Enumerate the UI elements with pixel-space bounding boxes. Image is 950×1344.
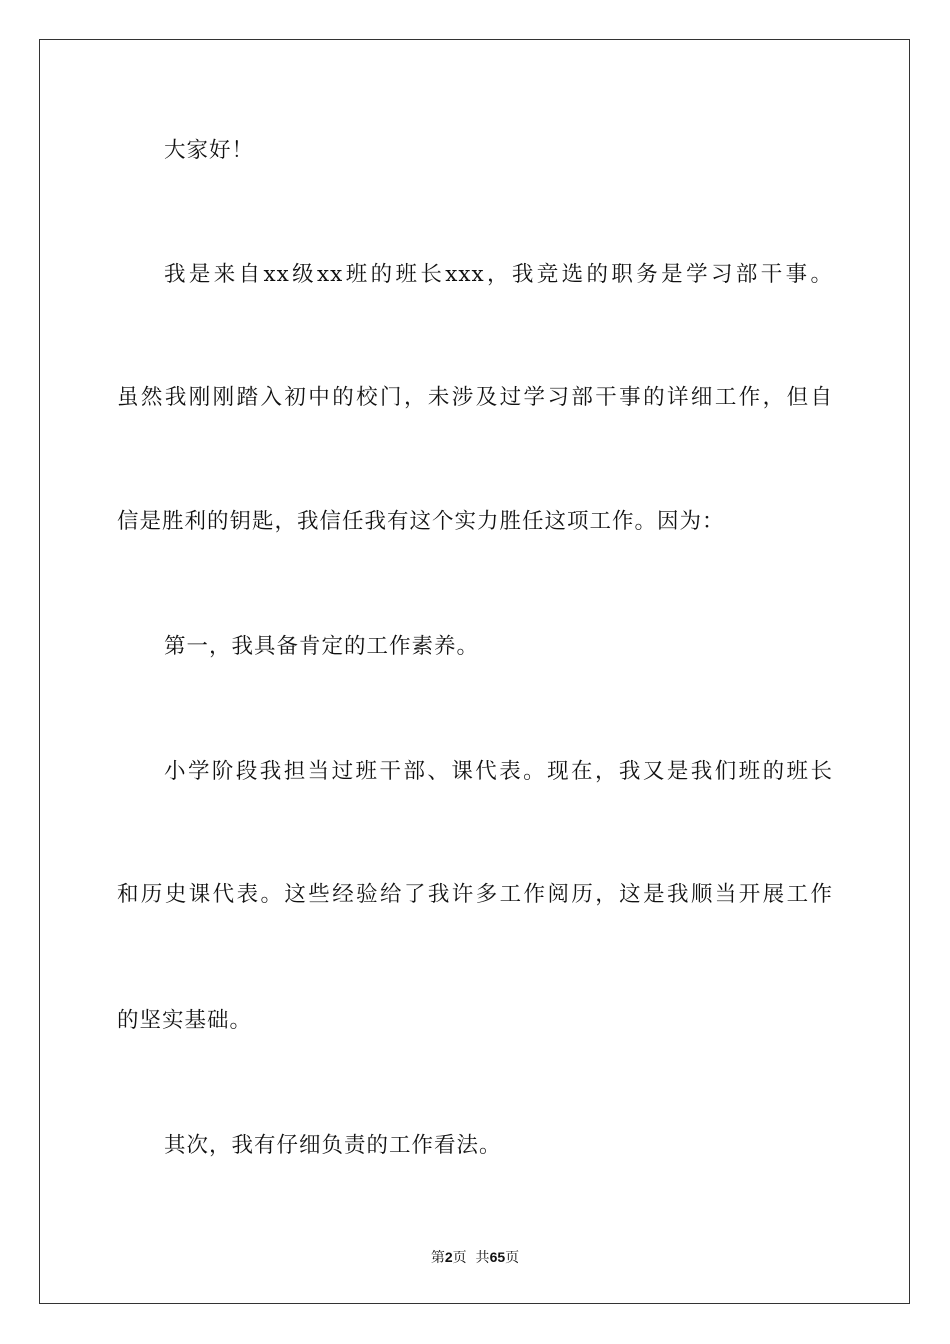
body-text-line: 虽然我刚刚踏入初中的校门，未涉及过学习部干事的详细工作，但自 [117,385,833,410]
greeting-line: 大家好！ [164,138,255,163]
total-page-number: 65 [489,1249,506,1265]
section-heading-line: 其次，我有仔细负责的工作看法。 [164,1133,502,1158]
current-page-number: 2 [444,1249,453,1265]
body-text-line: 小学阶段我担当过班干部、课代表。现在，我又是我们班的班长 [164,759,833,784]
section-heading-line: 第一，我具备肯定的工作素养。 [164,634,480,659]
footer-suffix: 页 [505,1250,520,1266]
page-border [39,39,910,1304]
body-text-line: 我是来自xx级xx班的班长xxx，我竞选的职务是学习部干事。 [164,262,833,287]
body-text-line: 的坚实基础。 [117,1008,253,1033]
page-number-footer [0,1247,950,1268]
body-text-line: 和历史课代表。这些经验给了我许多工作阅历，这是我顺当开展工作 [117,882,833,907]
footer-middle: 页 共 [452,1250,490,1266]
body-text-line: 信是胜利的钥匙，我信任我有这个实力胜任这项工作。因为： [117,509,725,534]
footer-prefix: 第 [430,1250,445,1266]
